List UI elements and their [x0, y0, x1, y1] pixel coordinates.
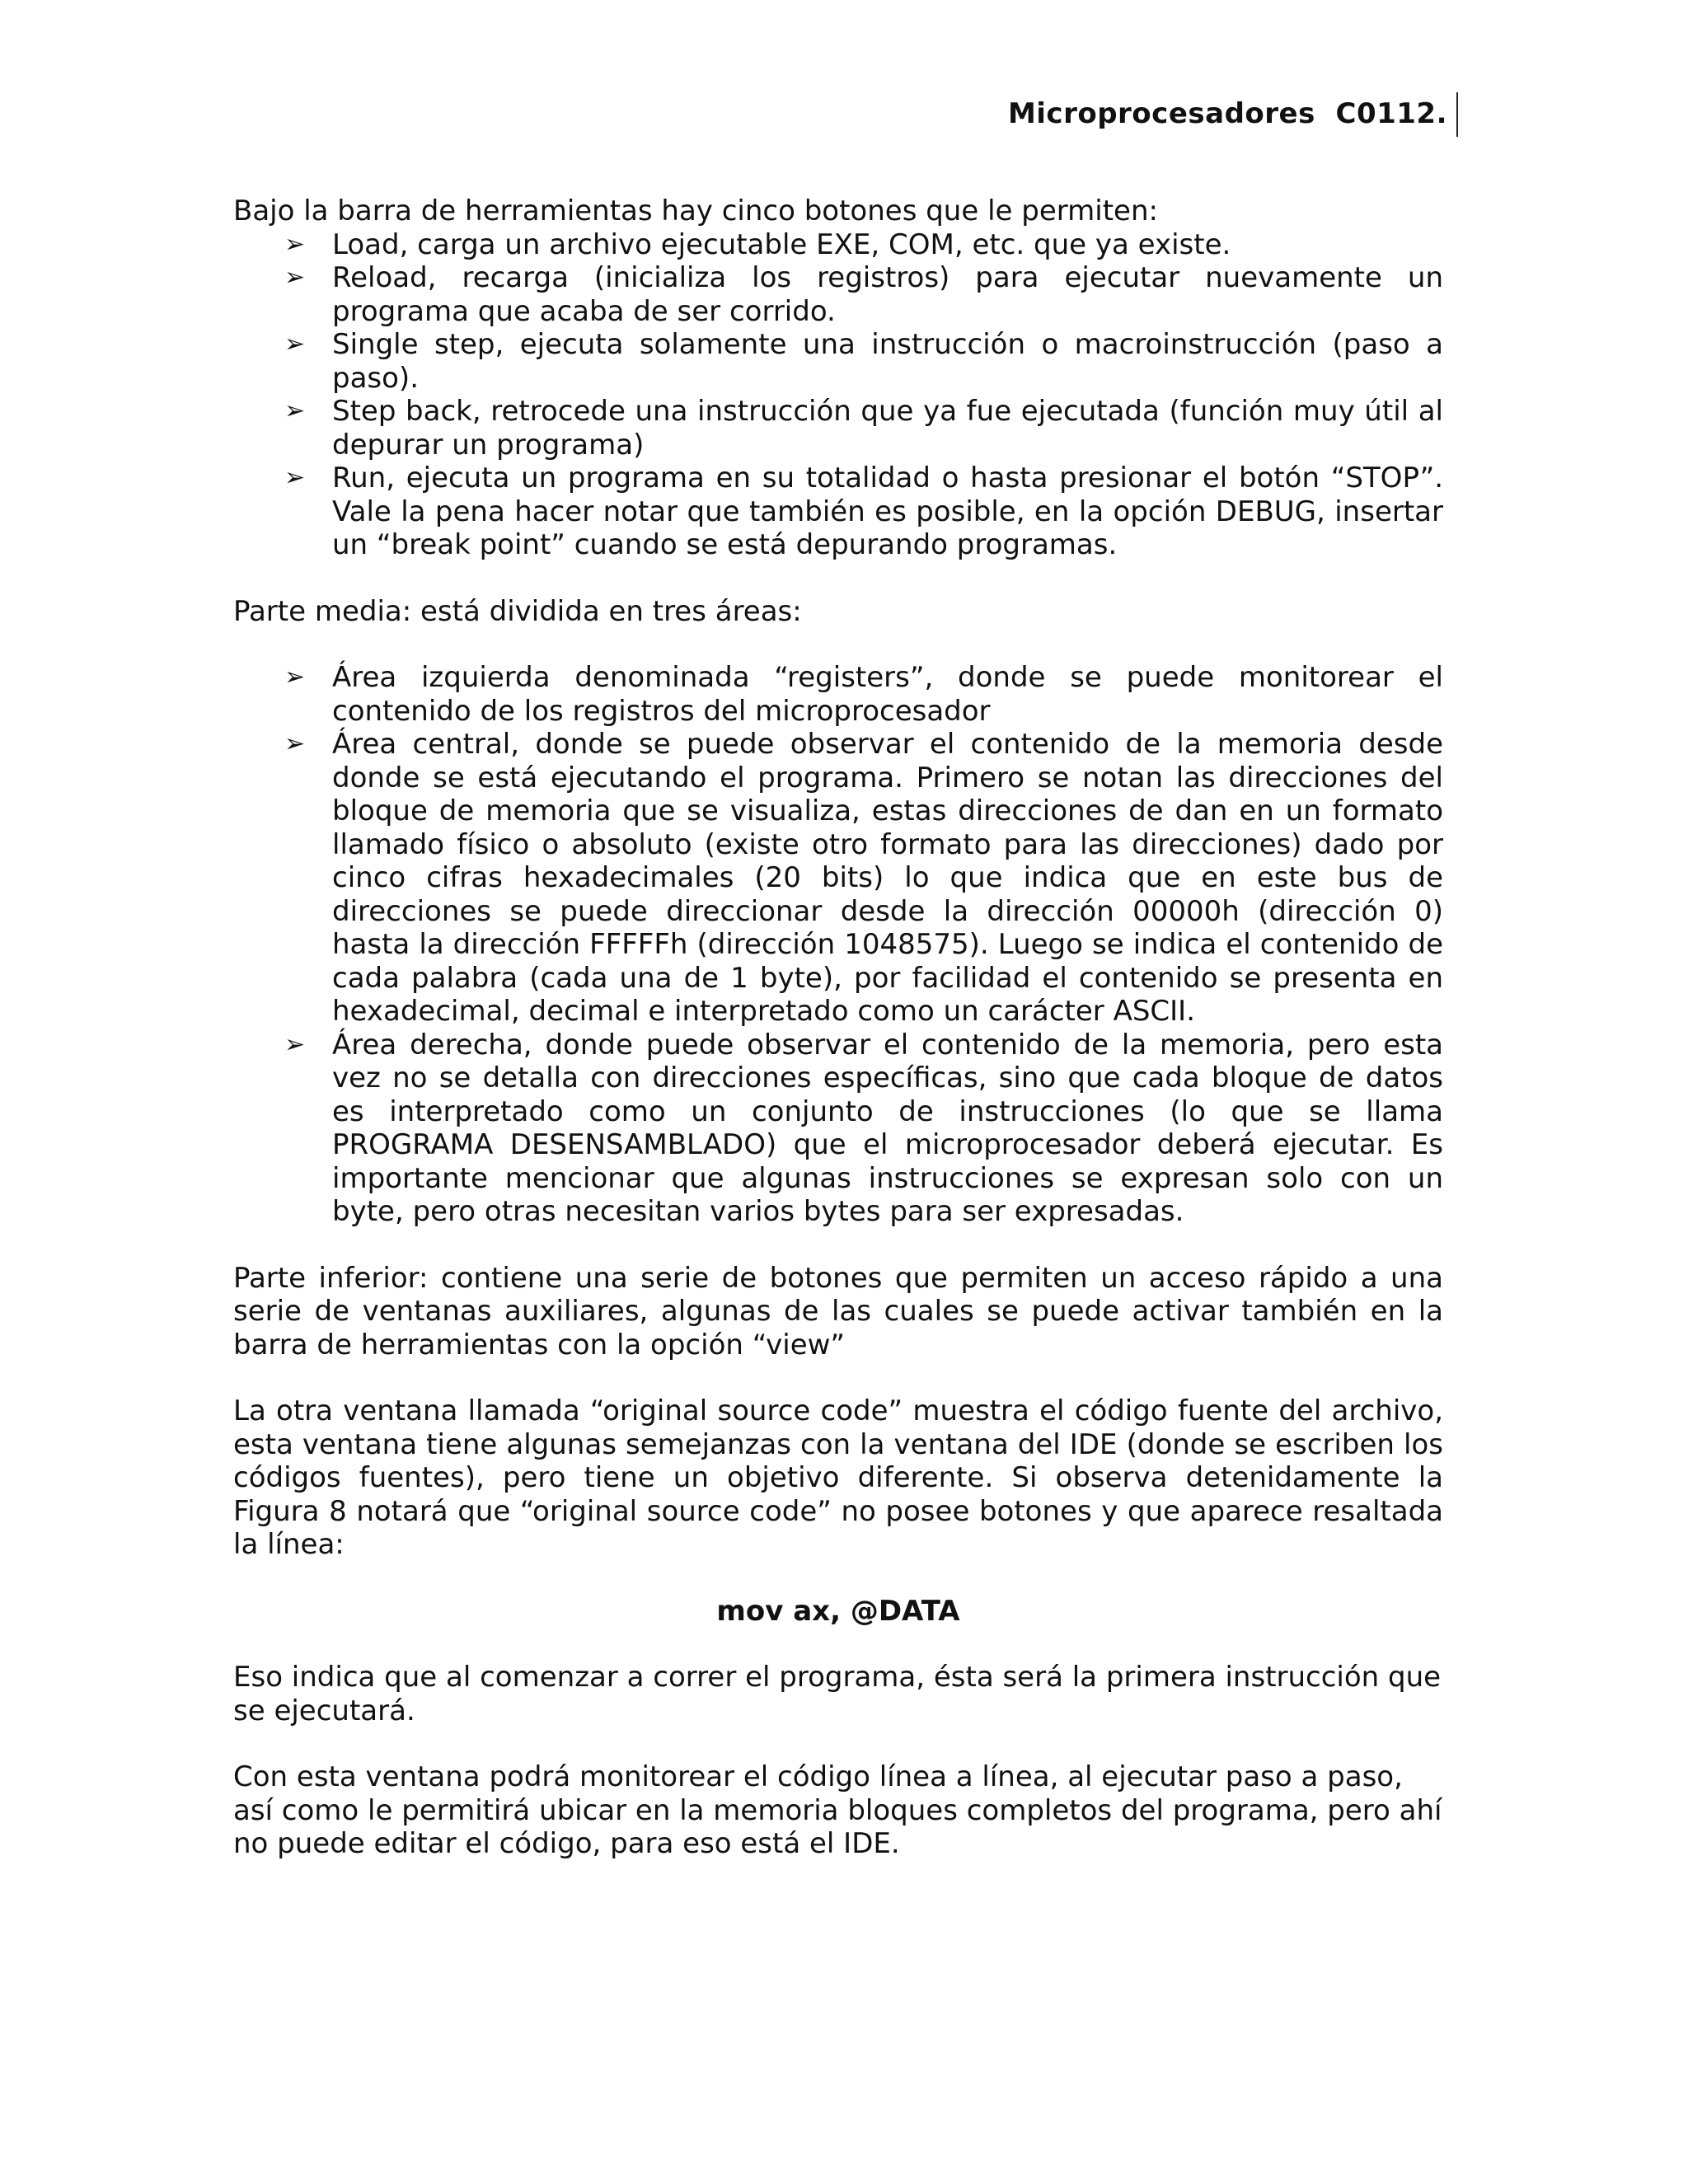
arrow-bullet-icon: ➢ [284, 1029, 306, 1059]
lower-part-paragraph: Parte inferior: contiene una serie de botones que permiten un acceso rápido a una serie de ventanas auxiliares, algunas de las cuales se puede activar también en la barra de herramientas con la opción “view” [233, 1261, 1443, 1361]
monitor-paragraph: Con esta ventana podrá monitorear el código línea a línea, al ejecutar paso a paso, así como le permitirá ubicar en la memoria bloques completos del programa, pero ahí no puede editar el código, para eso está el IDE. [233, 1760, 1442, 1860]
arrow-bullet-icon: ➢ [284, 330, 306, 359]
first-instruction-paragraph: Eso indica que al comenzar a correr el programa, ésta será la primera instrucción que se ejecutará. [233, 1661, 1442, 1727]
source-code-paragraph: La otra ventana llamada “original source code” muestra el código fuente del archivo, esta ventana tiene algunas semejanzas con la ventana del IDE (donde se escriben los códigos fuentes), pero tiene un objetivo diferente. Si observa detenidamente la Figura 8 notará que “original source code” no posee botones y que aparece resaltada la línea: [233, 1394, 1443, 1561]
list-item: ➢ Single step, ejecuta solamente una instrucción o macroinstrucción (paso a paso). [284, 328, 1443, 395]
arrow-bullet-icon: ➢ [284, 729, 306, 758]
arrow-bullet-icon: ➢ [284, 663, 306, 691]
arrow-bullet-icon: ➢ [284, 396, 306, 425]
areas-list [233, 661, 1443, 1229]
code-line: mov ax, @DATA [716, 1594, 960, 1628]
header-vertical-rule [1456, 92, 1458, 137]
list-item: ➢ Área derecha, donde puede observar el contenido de la memoria, pero esta vez no se detalla con direcciones específicas, sino que cada bloque de datos es interpretado como un conjunto de instrucciones (lo que se llama PROGRAMA DESENSAMBLADO) que el microprocesador deberá ejecutar. Es importante mencionar que algunas instrucciones se expresan solo con un byte, pero otras necesitan varios bytes para ser expresadas. [284, 1028, 1443, 1228]
page-header-title: Microprocesadores C0112. [1007, 97, 1447, 130]
middle-part-intro: Parte media: está dividida en tres áreas: [233, 594, 802, 628]
list-item: ➢ Área izquierda denominada “registers”, donde se puede monitorear el contenido de los registros del microprocesador [284, 661, 1443, 728]
list-item: ➢ Run, ejecuta un programa en su totalidad o hasta presionar el botón “STOP”. Vale la pena hacer notar que también es posible, en la opción DEBUG, insertar un “break point” cuando se está depurando programas. [284, 462, 1443, 561]
toolbar-buttons-list [233, 228, 1443, 562]
document-body [233, 194, 1443, 1861]
list-item: ➢ Step back, retrocede una instrucción que ya fue ejecutada (función muy útil al depurar un programa) [284, 395, 1443, 462]
toolbar-intro: Bajo la barra de herramientas hay cinco botones que le permiten: [233, 194, 1158, 227]
list-item: ➢ Reload, recarga (inicializa los registros) para ejecutar nuevamente un programa que acaba de ser corrido. [284, 261, 1443, 328]
arrow-bullet-icon: ➢ [284, 463, 306, 492]
arrow-bullet-icon: ➢ [284, 263, 306, 292]
arrow-bullet-icon: ➢ [284, 229, 306, 259]
list-item: ➢ Área central, donde se puede observar el contenido de la memoria desde donde se está ejecutando el programa. Primero se notan las direcciones del bloque de memoria que se visualiza, estas direcciones de dan en un formato llamado físico o absoluto (existe otro formato para las direcciones) dado por cinco cifras hexadecimales (20 bits) lo que indica que en este bus de direcciones se puede direccionar desde la dirección 00000h (dirección 0) hasta la dirección FFFFFh (dirección 1048575). Luego se indica el contenido de cada palabra (cada una de 1 byte), por facilidad el contenido se presenta en hexadecimal, decimal e interpretado como un carácter ASCII. [284, 728, 1443, 1028]
list-item: ➢ Load, carga un archivo ejecutable EXE, COM, etc. que ya existe. [284, 227, 1231, 261]
